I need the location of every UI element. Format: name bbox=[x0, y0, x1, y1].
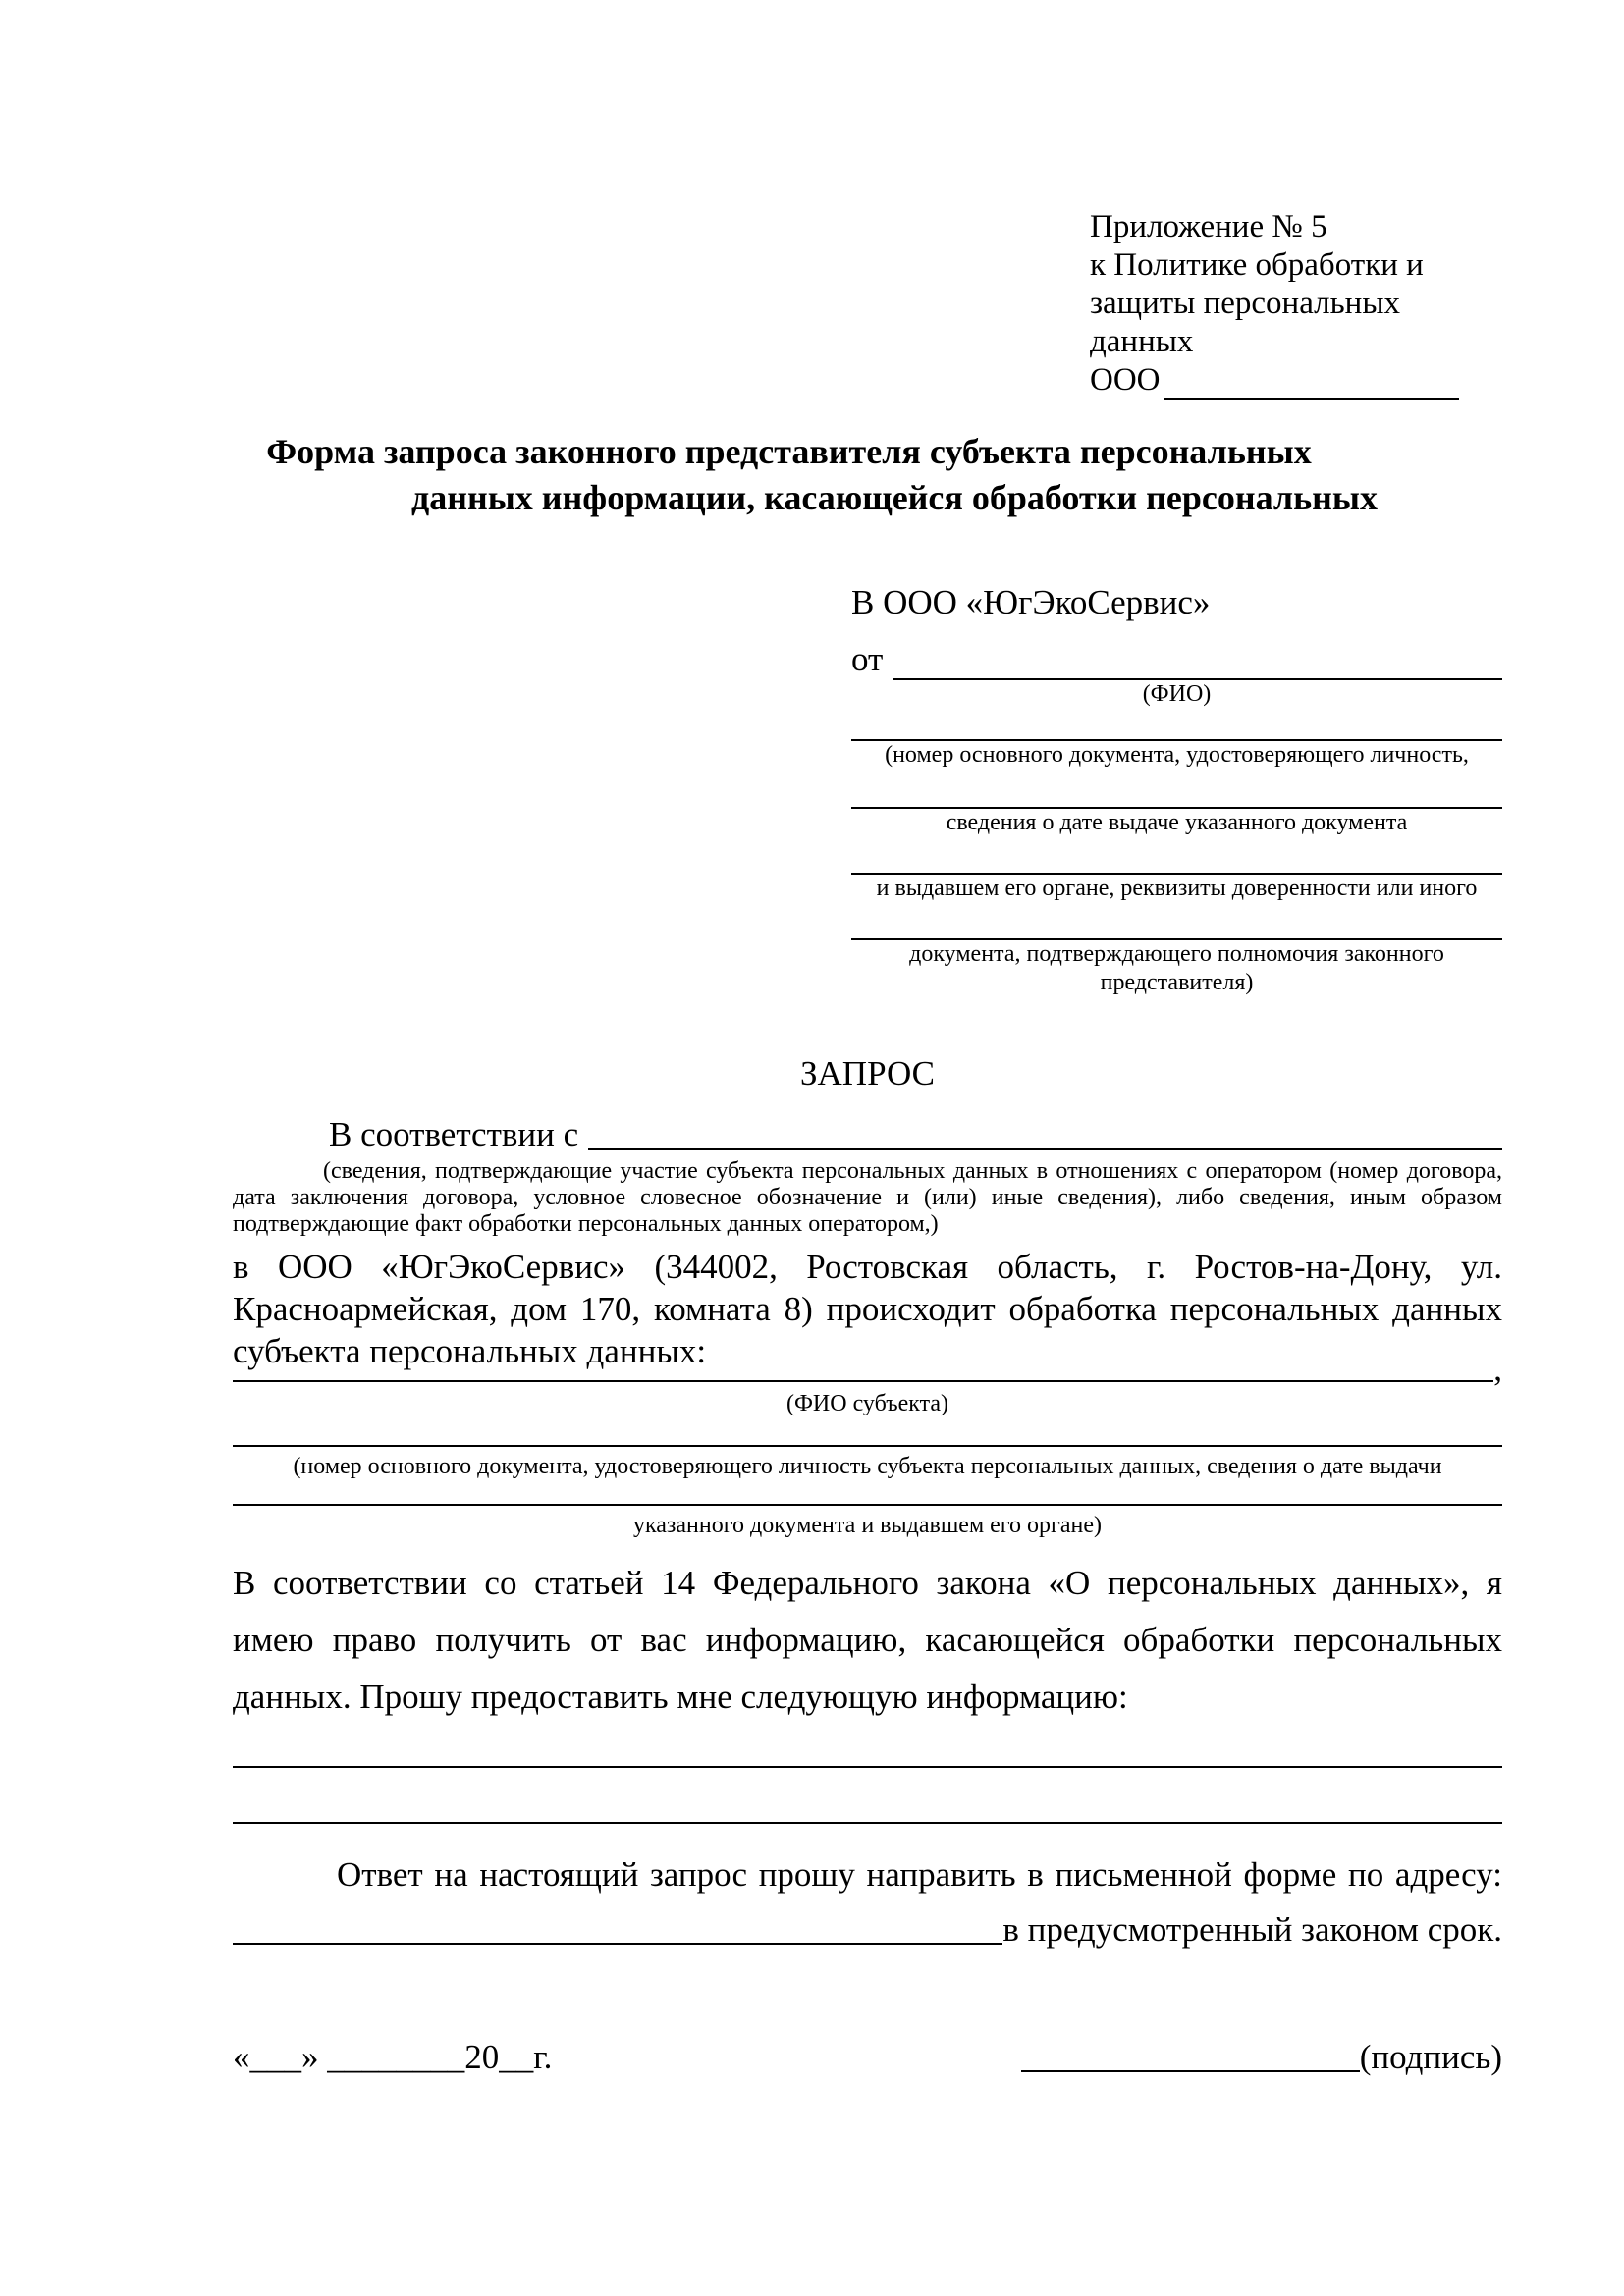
addressee-block bbox=[851, 582, 1502, 997]
appendix-line-3: защиты персональных данных bbox=[1090, 286, 1400, 359]
subject-name-row bbox=[233, 1347, 1502, 1388]
representative-field-caption-1: (номер основного документа, удостоверяющего личность, bbox=[885, 742, 1469, 768]
info-blank-line-1 bbox=[233, 1726, 1502, 1768]
basis-row bbox=[233, 1113, 1502, 1156]
basis-note: (сведения, подтверждающие участие субъекта персональных данных в отношениях с оператором (номер договора, дата заключения договора, условное словесное обозначение и (или) иные сведения), либо сведения, иным образом подтверждающие факт обработки персональных данных оператором,) bbox=[233, 1158, 1502, 1237]
form-title-line2: данных информации, касающейся обработки персональных bbox=[411, 478, 1378, 517]
company-row bbox=[1090, 361, 1502, 400]
footer-row bbox=[233, 2036, 1502, 2079]
signature-caption: (подпись) bbox=[1359, 2038, 1502, 2076]
signature-line bbox=[1021, 2070, 1360, 2072]
representative-field-caption-4: документа, подтверждающего полномочия законного представителя) bbox=[909, 941, 1444, 995]
law-paragraph: В соответствии со статьей 14 Федерального закона «О персональных данных», я имею право получить от вас информацию, касающейся обработки персональных данных. Прошу предоставить мне следующую информацию: bbox=[233, 1564, 1502, 1716]
subject-doc-caption-2: указанного документа и выдавшем его органе) bbox=[632, 1513, 1103, 1538]
appendix-line-2: к Политике обработки и bbox=[1090, 247, 1424, 283]
company-prefix: ООО bbox=[1090, 362, 1161, 398]
appendix-line-1: Приложение № 5 bbox=[1090, 209, 1327, 244]
form-title-line1: Форма запроса законного представителя субъекта персональных bbox=[266, 432, 1312, 471]
answer-paragraph: Ответ на настоящий запрос прошу направить в письменной форме по адресу: bbox=[337, 1855, 1502, 1894]
address-row bbox=[233, 1908, 1502, 1951]
signature-block bbox=[1021, 2036, 1502, 2079]
company-name-line bbox=[1164, 366, 1459, 400]
subject-doc-line-1 bbox=[233, 1417, 1502, 1447]
appendix-block bbox=[1090, 208, 1502, 400]
from-row bbox=[851, 639, 1502, 680]
basis-label: В соответствии с bbox=[329, 1115, 579, 1153]
date-line: «___» ________20__г. bbox=[233, 2038, 553, 2076]
operator-paragraph: в ООО «ЮгЭкоСервис» (344002, Ростовская область, г. Ростов-на-Дону, ул. Красноармейская, дом 170, комната 8) происходит обработка персональных данных субъекта персональных данных: bbox=[233, 1248, 1502, 1370]
subject-comma: , bbox=[1493, 1350, 1502, 1388]
subject-doc-caption-1: (номер основного документа, удостоверяющего личность субъекта персональных данных, сведения о дате выдачи bbox=[293, 1454, 1442, 1479]
from-name-line bbox=[893, 639, 1502, 680]
subject-name-line bbox=[233, 1347, 1493, 1382]
basis-line bbox=[588, 1148, 1502, 1150]
representative-field-caption-2: сведения о дате выдаче указанного документа bbox=[946, 810, 1408, 835]
addressee-to: В ООО «ЮгЭкоСервис» bbox=[851, 583, 1211, 621]
representative-field-line-1 bbox=[851, 708, 1502, 741]
representative-field-caption-3: и выдавшем его органе, реквизиты доверенности или иного bbox=[876, 876, 1478, 901]
representative-field-line-3 bbox=[851, 837, 1502, 875]
subject-doc-line-2 bbox=[233, 1480, 1502, 1506]
answer-suffix: в предусмотренный законом срок. bbox=[1002, 1910, 1502, 1949]
from-label: от bbox=[851, 640, 884, 678]
form-title bbox=[233, 429, 1502, 521]
representative-field-line-4 bbox=[851, 903, 1502, 940]
info-blank-line-2 bbox=[233, 1768, 1502, 1824]
fio-caption: (ФИО) bbox=[1142, 681, 1212, 707]
representative-field-line-2 bbox=[851, 770, 1502, 809]
subject-caption-fio: (ФИО субъекта) bbox=[785, 1391, 949, 1416]
request-heading: ЗАПРОС bbox=[799, 1054, 936, 1093]
address-line bbox=[233, 1943, 1002, 1945]
